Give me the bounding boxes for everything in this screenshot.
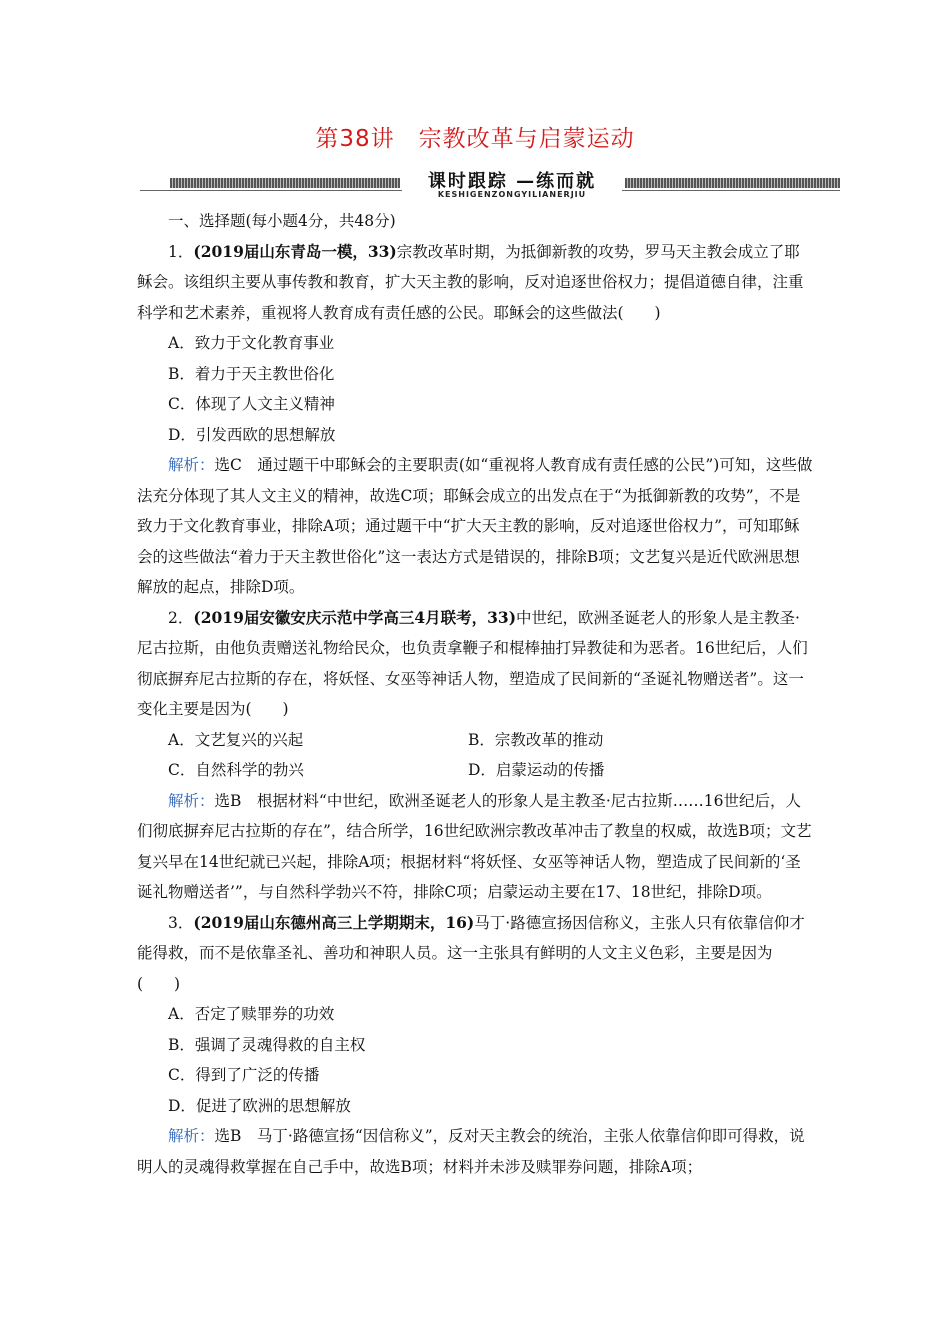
question-3 [137, 908, 815, 1000]
option-c: C．自然科学的勃兴 [168, 761, 304, 779]
question-content [137, 206, 815, 1182]
analysis-text: 选B 根据材料“中世纪，欧洲圣诞老人的形象人是主教圣·尼古拉斯……16世纪后，人们彻底摒弃尼古拉斯的存在”，结合所学，16世纪欧洲宗教改革冲击了教皇的权威，故选B项；文艺复兴早在14世纪就已兴起，排除A项；根据材料“将妖怪、女巫等神话人物，塑造成了民间新的‘圣诞礼物赠送者’”，与自然科学勃兴不符，排除C项；启蒙运动主要在17、18世纪，排除D项。 [137, 791, 812, 901]
option-b: B．着力于天主教世俗化 [168, 364, 335, 383]
section-banner [140, 166, 840, 200]
option-d: D．启蒙运动的传播 [468, 761, 605, 779]
option-a: A．否定了赎罪券的功效 [168, 1005, 335, 1023]
banner-rule-left [170, 178, 400, 188]
question-stem: 马丁·路德宣扬因信称义，主张人只有依靠信仰才能得救，而不是依靠圣礼、善功和神职人员。这一主张具有鲜明的人文主义色彩，主要是因为( ) [137, 913, 805, 993]
page-title: 第38讲 宗教改革与启蒙运动 [315, 126, 635, 152]
question-1 [137, 237, 815, 329]
option-a: A．文艺复兴的兴起 [168, 730, 304, 749]
question-source: (2019届安徽安庆示范中学高三4月联考，33) [193, 607, 517, 627]
banner-label: 课时跟踪 —练而就 [427, 171, 597, 192]
analysis-text: 选C 通过题干中耶稣会的主要职责(如“重视将人教育成有责任感的公民”)可知，这些做法充分体现了其人文主义的精神，故选C项；耶稣会成立的出发点在于“为抵御新教的攻势”，不是致力于文化教育事业，排除A项；通过题干中“扩大天主教的影响，反对追逐世俗权力”，可知耶稣会的这些做法“着力于天主教世俗化”这一表达方式是错误的，排除B项；文艺复兴是近代欧洲思想解放的起点，排除D项。 [137, 456, 813, 596]
option-c: C．得到了广泛的传播 [168, 1066, 320, 1084]
analysis-3 [137, 1121, 815, 1182]
analysis-label: 解析： [168, 1127, 215, 1145]
question-number: 2． [168, 608, 194, 627]
section-heading: 一、选择题(每小题4分，共48分) [168, 212, 396, 230]
question-stem: 宗教改革时期，为抵御新教的攻势，罗马天主教会成立了耶稣会。该组织主要从事传教和教育，扩大天主教的影响，反对追逐世俗权力；提倡道德自律，注重科学和艺术素养，重视将人教育成有责任感的公民。耶稣会的这些做法( ) [137, 242, 804, 322]
analysis-text: 选B 马丁·路德宣扬“因信称义”，反对天主教会的统治，主张人依靠信仰即可得救，说明人的灵魂得救掌握在自己手中，故选B项；材料并未涉及赎罪券问题，排除A项； [137, 1127, 805, 1176]
question-source: (2019届山东德州高三上学期期末，16) [193, 912, 475, 932]
option-d: D．促进了欧洲的思想解放 [168, 1096, 351, 1115]
banner-subtitle: KESHIGENZONGYILIANERJIU [437, 190, 587, 199]
analysis-2 [137, 786, 815, 908]
option-a: A．致力于文化教育事业 [168, 334, 335, 352]
analysis-label: 解析： [168, 791, 215, 810]
option-c: C．体现了人文主义精神 [168, 395, 335, 413]
banner-rule-right [625, 178, 840, 188]
question-2 [137, 603, 815, 725]
analysis-label: 解析： [168, 456, 215, 474]
option-row [137, 725, 815, 756]
analysis-1 [137, 450, 815, 603]
question-number: 3． [168, 913, 194, 932]
banner-thin-rule-left [140, 190, 402, 191]
question-source: (2019届山东青岛一模，33) [193, 241, 397, 261]
banner-thin-rule-right [622, 190, 840, 191]
question-stem: 中世纪，欧洲圣诞老人的形象人是主教圣·尼古拉斯，由他负责赠送礼物给民众，也负责拿鞭子和棍棒抽打异教徒和为恶者。16世纪后，人们彻底摒弃尼古拉斯的存在，将妖怪、女巫等神话人物，塑造成了民间新的“圣诞礼物赠送者”。这一变化主要是因为( ) [137, 608, 808, 718]
question-number: 1． [168, 242, 194, 261]
option-row [137, 755, 815, 786]
option-b: B．强调了灵魂得救的自主权 [168, 1035, 366, 1054]
option-d: D．引发西欧的思想解放 [168, 425, 336, 444]
option-b: B．宗教改革的推动 [468, 730, 604, 749]
